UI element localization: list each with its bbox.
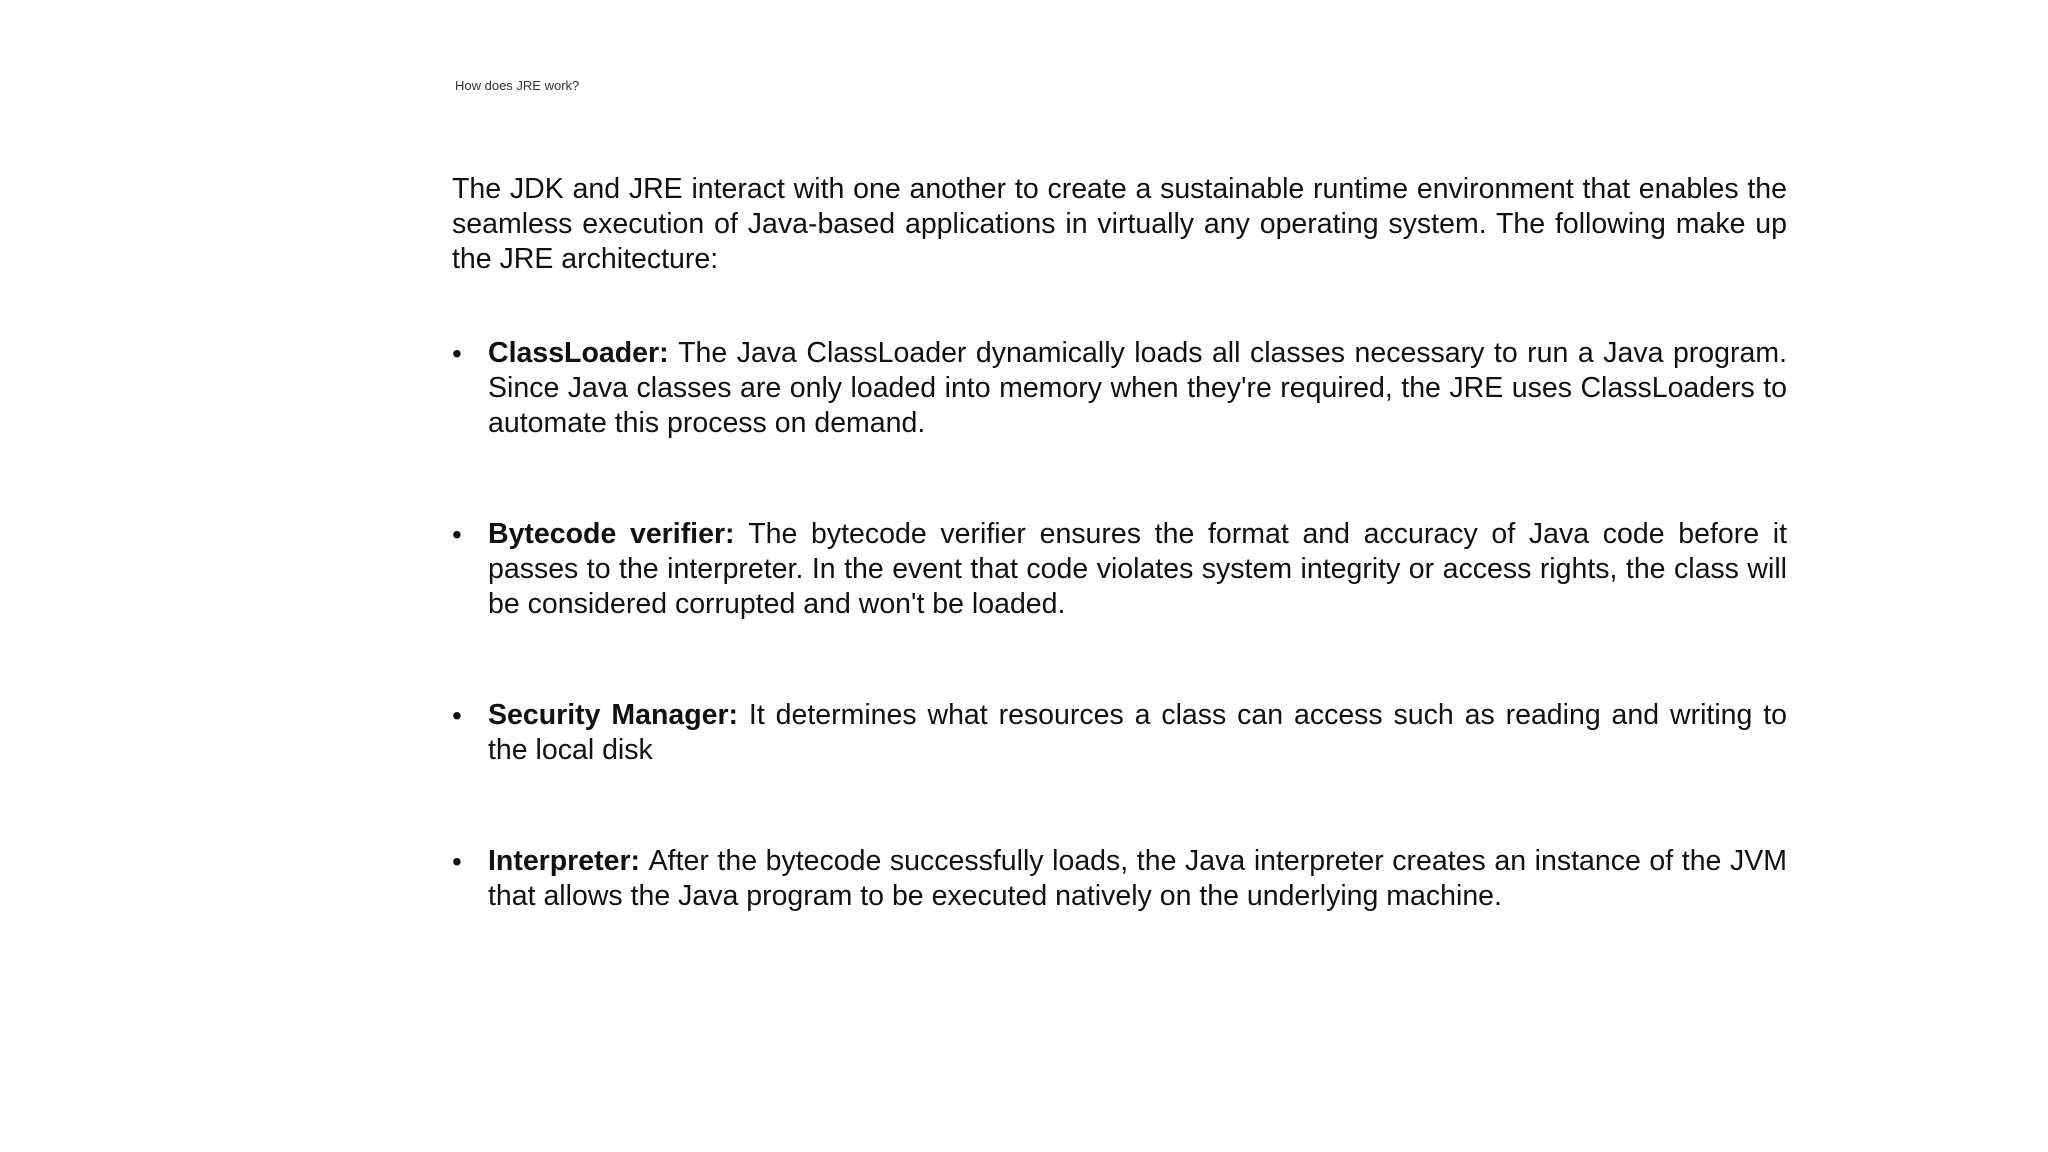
bullet-text: The bytecode verifier ensures the format and accuracy of Java code before it passes to the interpreter. In the event that code violates system integrity or access rights, the class will be considered corrupted and won't be loaded.: [488, 518, 1788, 620]
bullet-dot: •: [452, 700, 462, 731]
bullet-dot: •: [452, 519, 462, 550]
bullet-item-security-manager: [452, 698, 1787, 768]
slide-title: How does JRE work?: [455, 78, 580, 93]
bullet-term: ClassLoader:: [488, 337, 679, 369]
bullet-text: After the bytecode successfully loads, the Java interpreter creates an instance of the JVM that allows the Java program to be executed natively on the underlying machine.: [488, 845, 1787, 912]
bullet-dot: •: [452, 338, 462, 369]
bullet-item-interpreter: [452, 844, 1787, 914]
bullet-text: It determines what resources a class can access such as reading and writing to the local disk: [488, 699, 1787, 766]
intro-paragraph: The JDK and JRE interact with one another to create a sustainable runtime environment that enables the seamless execution of Java-based applications in virtually any operating system. The following make up the JRE architecture:: [452, 173, 1787, 275]
bullet-term: Security Manager:: [488, 699, 749, 731]
bullet-term: Interpreter:: [488, 845, 649, 877]
bullet-item-classloader: [452, 336, 1787, 441]
bullet-text: The Java ClassLoader dynamically loads all classes necessary to run a Java program. Since Java classes are only loaded into memory when they're required, the JRE uses ClassLoaders to automate this process on demand.: [488, 337, 1787, 439]
bullet-dot: •: [452, 846, 462, 877]
bullet-item-bytecode-verifier: [452, 517, 1787, 622]
bullet-list: [452, 336, 1787, 914]
bullet-term: Bytecode verifier:: [488, 518, 749, 550]
